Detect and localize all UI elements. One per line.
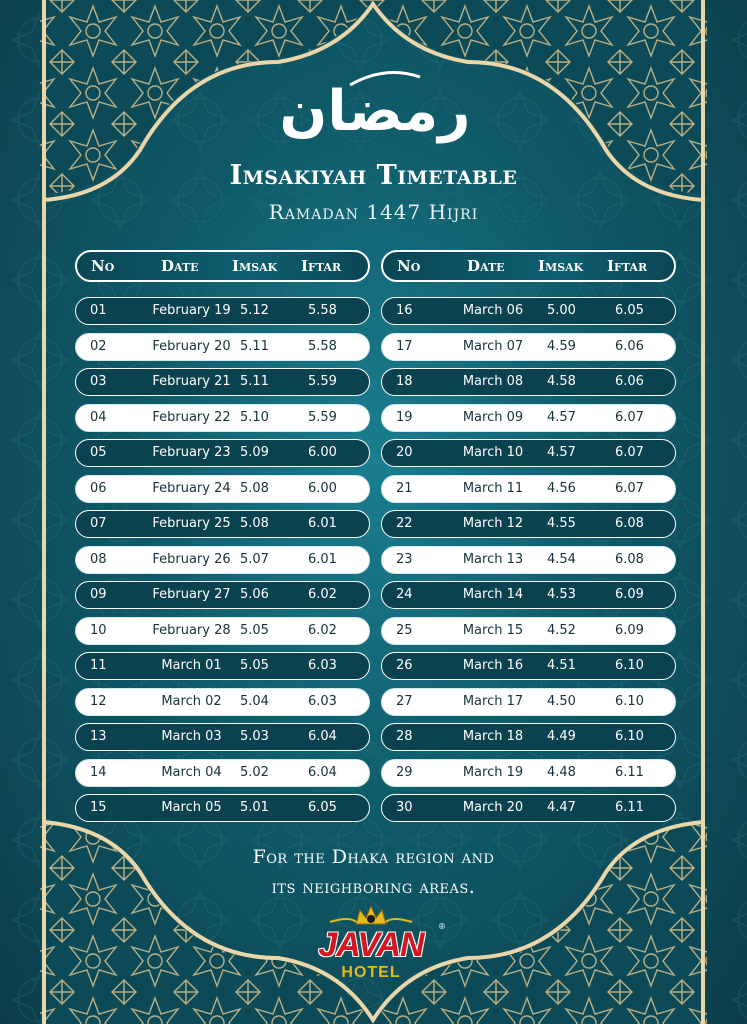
table-row: [381, 475, 676, 503]
page-subtitle: Ramadan 1447 Hijri: [268, 200, 479, 224]
row-iftar-time: 6.06: [615, 338, 644, 354]
row-iftar-time: 6.11: [615, 764, 644, 780]
row-iftar-time: 6.07: [615, 445, 644, 460]
row-imsak-time: 4.52: [547, 622, 576, 638]
header-date: Date: [467, 257, 505, 275]
ramadan-calligraphy: [279, 55, 471, 155]
row-iftar-time: 6.09: [615, 622, 644, 638]
row-date: February 19: [152, 303, 231, 318]
row-imsak-time: 5.08: [240, 516, 269, 531]
row-number: 25: [396, 622, 413, 638]
row-imsak-time: 4.48: [547, 764, 576, 780]
timetable-left: [75, 250, 370, 822]
region-note: [0, 842, 747, 902]
row-imsak-time: 4.47: [547, 800, 576, 815]
table-row: [381, 439, 676, 467]
table-row: [381, 368, 676, 396]
row-imsak-time: 5.07: [240, 551, 269, 567]
row-imsak-time: 5.04: [240, 693, 269, 709]
row-date: March 19: [462, 764, 524, 780]
row-number: 16: [396, 303, 413, 318]
row-iftar-time: 5.58: [308, 303, 337, 318]
row-imsak-time: 5.10: [240, 409, 269, 425]
row-number: 30: [396, 800, 413, 815]
row-number: 07: [90, 516, 107, 531]
table-row: [381, 333, 676, 361]
row-date: March 03: [161, 729, 222, 744]
row-date: March 07: [462, 338, 524, 354]
row-iftar-time: 6.04: [308, 729, 337, 744]
row-date: March 01: [161, 658, 222, 673]
table-row: [75, 368, 370, 396]
row-number: 23: [396, 551, 413, 567]
row-iftar-time: 6.08: [615, 516, 644, 531]
row-iftar-time: 6.08: [615, 551, 644, 567]
row-iftar-time: 6.02: [308, 587, 337, 602]
row-imsak-time: 4.55: [547, 516, 576, 531]
logo-wordmark: JAVAN: [318, 926, 424, 964]
row-imsak-time: 5.02: [240, 764, 269, 780]
row-imsak-time: 4.57: [547, 409, 576, 425]
row-number: 09: [90, 587, 107, 602]
registered-mark: ®: [438, 922, 446, 931]
row-iftar-time: 6.04: [308, 764, 337, 780]
row-date: March 05: [161, 800, 222, 815]
row-imsak-time: 5.03: [240, 729, 269, 744]
row-number: 17: [396, 338, 413, 354]
row-imsak-time: 5.01: [240, 800, 269, 815]
row-date: March 16: [462, 658, 524, 673]
row-imsak-time: 5.09: [240, 445, 269, 460]
table-row: [75, 297, 370, 325]
row-iftar-time: 6.10: [615, 658, 644, 673]
table-body: [381, 297, 676, 822]
row-date: March 08: [462, 374, 524, 389]
row-date: February 25: [152, 516, 231, 531]
row-number: 26: [396, 658, 413, 673]
table-row: [381, 759, 676, 787]
logo-subtitle: HOTEL: [341, 964, 401, 981]
row-date: March 14: [462, 587, 524, 602]
row-date: March 10: [462, 445, 524, 460]
row-number: 10: [90, 622, 107, 638]
row-imsak-time: 5.05: [240, 658, 269, 673]
table-header: [75, 250, 370, 282]
row-iftar-time: 6.02: [308, 622, 337, 638]
row-imsak-time: 5.06: [240, 587, 269, 602]
row-iftar-time: 6.10: [615, 693, 644, 709]
row-number: 28: [396, 729, 413, 744]
row-number: 14: [90, 764, 107, 780]
row-date: February 27: [152, 587, 231, 602]
header-imsak: Imsak: [232, 257, 278, 275]
table-row: [381, 723, 676, 751]
row-iftar-time: 6.09: [615, 587, 644, 602]
row-number: 29: [396, 764, 413, 780]
table-row: [75, 510, 370, 538]
row-date: February 22: [152, 409, 231, 425]
javan-hotel-logo: [300, 900, 450, 990]
row-iftar-time: 6.05: [615, 303, 644, 318]
row-date: March 13: [462, 551, 524, 567]
row-number: 19: [396, 409, 413, 425]
row-date: March 09: [462, 409, 524, 425]
row-iftar-time: 6.05: [308, 800, 337, 815]
header-iftar: Iftar: [607, 257, 648, 275]
row-date: February 23: [152, 445, 231, 460]
row-imsak-time: 5.12: [240, 303, 269, 318]
row-iftar-time: 6.01: [308, 516, 337, 531]
header-iftar: Iftar: [301, 257, 342, 275]
region-note-line-2: its neighboring areas.: [271, 876, 476, 898]
row-number: 02: [90, 338, 107, 354]
table-row: [75, 794, 370, 822]
row-imsak-time: 4.50: [547, 693, 576, 709]
row-iftar-time: 6.01: [308, 551, 337, 567]
row-imsak-time: 4.56: [547, 480, 576, 496]
row-iftar-time: 6.07: [615, 480, 644, 496]
table-row: [75, 404, 370, 432]
row-imsak-time: 5.00: [547, 303, 576, 318]
row-iftar-time: 6.11: [615, 800, 644, 815]
row-number: 24: [396, 587, 413, 602]
table-row: [75, 652, 370, 680]
row-imsak-time: 4.58: [547, 374, 576, 389]
row-date: February 26: [152, 551, 231, 567]
row-iftar-time: 5.59: [308, 409, 337, 425]
table-row: [381, 794, 676, 822]
row-date: March 02: [161, 693, 222, 709]
row-iftar-time: 6.10: [615, 729, 644, 744]
row-number: 18: [396, 374, 413, 389]
table-row: [381, 581, 676, 609]
row-imsak-time: 4.59: [547, 338, 576, 354]
table-row: [381, 546, 676, 574]
row-imsak-time: 5.08: [240, 480, 269, 496]
row-imsak-time: 4.51: [547, 658, 576, 673]
row-imsak-time: 4.54: [547, 551, 576, 567]
row-number: 04: [90, 409, 107, 425]
row-date: March 20: [462, 800, 524, 815]
table-row: [75, 617, 370, 645]
calligraphy-text: رمضان: [279, 79, 471, 144]
row-iftar-time: 6.03: [308, 658, 337, 673]
row-iftar-time: 6.00: [308, 480, 337, 496]
row-date: March 04: [161, 764, 222, 780]
row-imsak-time: 4.49: [547, 729, 576, 744]
row-date: March 11: [462, 480, 524, 496]
row-date: March 15: [462, 622, 524, 638]
row-number: 06: [90, 480, 107, 496]
row-imsak-time: 5.05: [240, 622, 269, 638]
table-header: [381, 250, 676, 282]
row-number: 11: [90, 658, 107, 673]
table-row: [75, 581, 370, 609]
header-date: Date: [161, 257, 199, 275]
table-row: [75, 688, 370, 716]
row-date: February 20: [152, 338, 231, 354]
table-row: [75, 723, 370, 751]
row-iftar-time: 6.00: [308, 445, 337, 460]
header-no: No: [91, 257, 115, 275]
row-number: 12: [90, 693, 107, 709]
row-number: 05: [90, 445, 107, 460]
row-iftar-time: 6.03: [308, 693, 337, 709]
table-row: [381, 404, 676, 432]
row-imsak-time: 5.11: [240, 374, 269, 389]
table-body: [75, 297, 370, 822]
row-number: 15: [90, 800, 107, 815]
row-date: March 06: [462, 303, 524, 318]
table-row: [75, 546, 370, 574]
region-note-line-1: For the Dhaka region and: [252, 846, 495, 868]
row-number: 08: [90, 551, 107, 567]
row-date: March 18: [462, 729, 524, 744]
table-row: [75, 333, 370, 361]
row-imsak-time: 4.53: [547, 587, 576, 602]
table-row: [75, 759, 370, 787]
row-number: 20: [396, 445, 413, 460]
row-imsak-time: 4.57: [547, 445, 576, 460]
table-row: [75, 475, 370, 503]
table-row: [381, 297, 676, 325]
row-date: February 28: [152, 622, 231, 638]
row-number: 03: [90, 374, 107, 389]
row-date: March 12: [462, 516, 524, 531]
table-row: [381, 510, 676, 538]
row-number: 13: [90, 729, 107, 744]
row-imsak-time: 5.11: [240, 338, 269, 354]
header-imsak: Imsak: [538, 257, 584, 275]
timetable-right: [381, 250, 676, 822]
row-iftar-time: 6.06: [615, 374, 644, 389]
row-iftar-time: 5.58: [308, 338, 337, 354]
row-number: 21: [396, 480, 413, 496]
row-iftar-time: 6.07: [615, 409, 644, 425]
page-title: Imsakiyah Timetable: [229, 160, 518, 191]
row-iftar-time: 5.59: [308, 374, 337, 389]
row-number: 27: [396, 693, 413, 709]
table-row: [381, 652, 676, 680]
row-date: February 24: [152, 480, 231, 496]
header-no: No: [397, 257, 421, 275]
table-row: [381, 688, 676, 716]
row-number: 22: [396, 516, 413, 531]
row-number: 01: [90, 303, 107, 318]
row-date: February 21: [152, 374, 231, 389]
table-row: [75, 439, 370, 467]
table-row: [381, 617, 676, 645]
row-date: March 17: [462, 693, 524, 709]
